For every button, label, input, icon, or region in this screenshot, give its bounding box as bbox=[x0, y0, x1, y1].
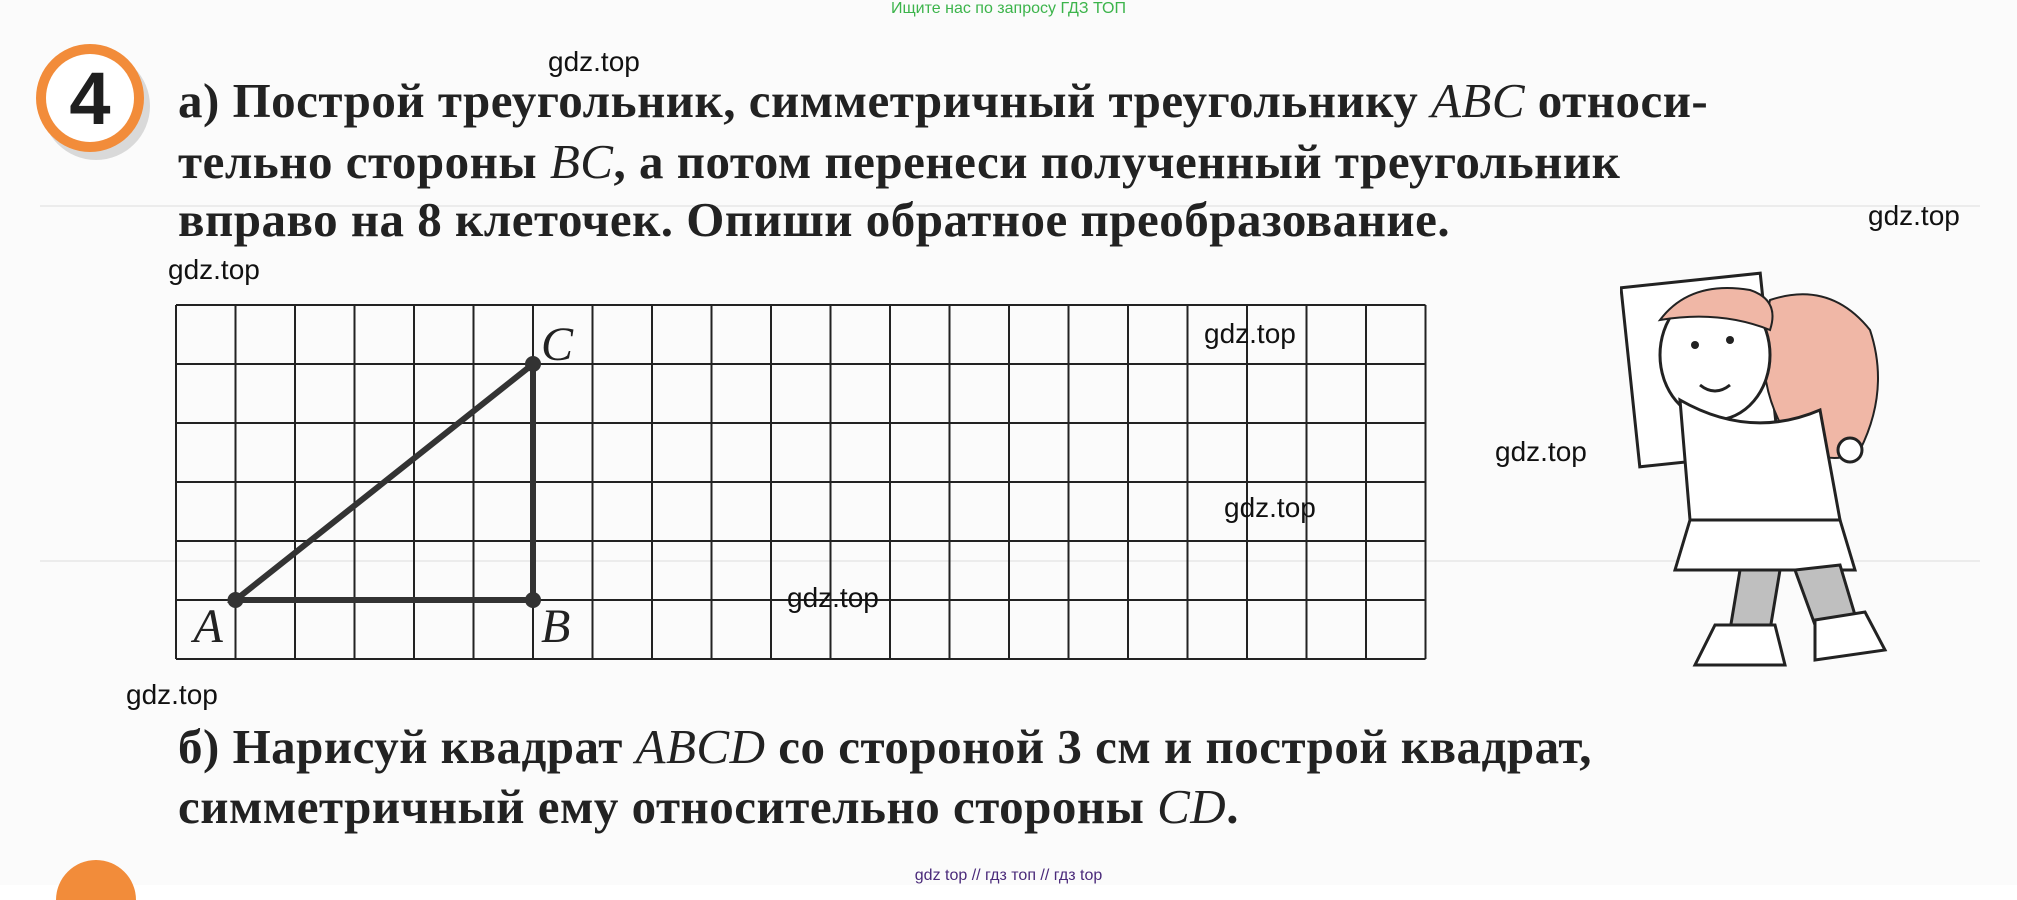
vertex-label-b: B bbox=[541, 600, 571, 653]
watermark: gdz.top bbox=[787, 582, 879, 613]
watermark: gdz.top bbox=[548, 46, 640, 77]
vertex-label-c: C bbox=[541, 318, 574, 371]
part-a-line-1-suffix: относи- bbox=[1525, 73, 1709, 128]
task-number: 4 bbox=[46, 54, 134, 142]
part-b-line-2-prefix: симметричный ему относительно стороны bbox=[178, 779, 1158, 834]
part-b-line-1-prefix: б) Нарисуй квадрат bbox=[178, 719, 636, 774]
part-a-line-1-prefix: а) Построй треугольник, симметричный треугольнику bbox=[178, 73, 1431, 128]
part-b-line-2 bbox=[178, 778, 1958, 835]
part-a-line-2-suffix: , а потом перенеси полученный треугольник bbox=[613, 134, 1621, 189]
watermark: gdz.top bbox=[1495, 436, 1587, 467]
part-a-line-2-prefix: тельно стороны bbox=[178, 134, 550, 189]
part-b-line-2-suffix: . bbox=[1226, 779, 1239, 834]
vertex-label-a: A bbox=[193, 600, 223, 653]
footer-note: gdz top // гдз топ // гдз top bbox=[914, 867, 1103, 884]
side-name: BC bbox=[549, 134, 614, 189]
watermark: gdz.top bbox=[1224, 492, 1316, 523]
side-cd-name: CD bbox=[1157, 779, 1227, 834]
vertex-c bbox=[525, 356, 541, 372]
watermark: gdz.top bbox=[1868, 200, 1960, 231]
girl-with-picture-illustration bbox=[1620, 260, 1950, 680]
part-b-line-1 bbox=[178, 718, 1958, 775]
vertex-a bbox=[228, 592, 244, 608]
watermark: gdz.top bbox=[168, 254, 260, 285]
part-b-line-1-suffix: со стороной 3 см и построй квадрат, bbox=[765, 719, 1592, 774]
triangle-name: ABC bbox=[1431, 73, 1526, 128]
watermark: gdz.top bbox=[126, 679, 218, 710]
square-name: ABCD bbox=[635, 719, 766, 774]
header-note: Ищите нас по запросу ГДЗ ТОП bbox=[891, 0, 1126, 17]
part-a-line-3: вправо на 8 клеточек. Опиши обратное преобразование. bbox=[178, 192, 1451, 247]
vertex-b bbox=[525, 592, 541, 608]
watermark: gdz.top bbox=[1204, 318, 1296, 349]
